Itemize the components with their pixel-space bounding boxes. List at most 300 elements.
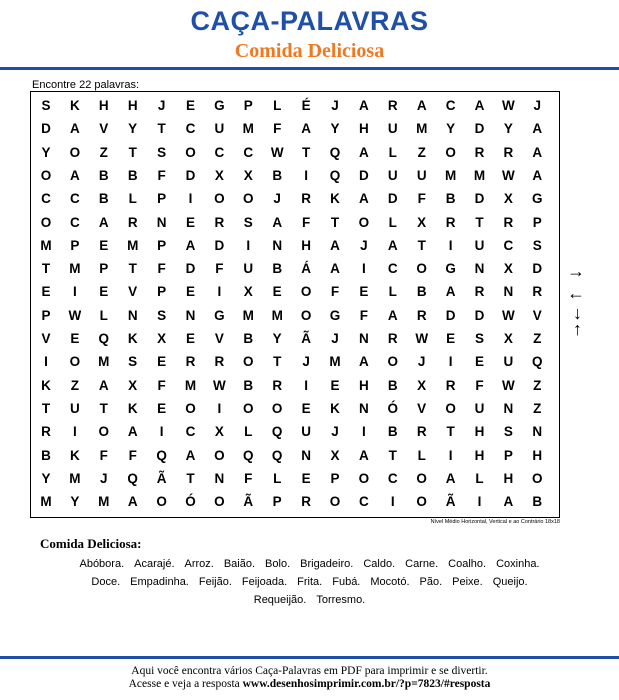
arrow-left-icon: ← [567,283,585,303]
grid-cell: W [270,144,284,160]
grid-cell: C [387,261,398,277]
grid-cell: A [532,121,543,137]
grid-cell: C [445,98,456,113]
word-list-item: Empadinha. [130,576,189,588]
grid-cell: R [301,494,311,510]
grid-cell: N [359,400,369,416]
footer-line-2: Acesse e veja a resposta [128,678,240,690]
grid-cell: E [157,400,167,416]
grid-cell: X [503,191,513,207]
grid-cell: O [214,447,225,463]
top-divider [0,67,619,70]
grid-cell: M [444,167,457,183]
grid-cell: Q [156,447,167,463]
grid-cell: P [41,307,51,323]
grid-cell: O [40,167,52,183]
instructions: Encontre 22 palavras: [32,79,140,91]
grid-cell: F [128,447,137,463]
grid-cell: G [214,307,225,323]
grid-cell: A [445,470,456,486]
grid-cell: M [127,237,139,253]
word-list-item: Acarajé. [134,558,175,570]
grid-cell: N [532,424,543,440]
grid-cell: G [329,307,341,323]
grid-cell: H [301,237,311,253]
grid-cell: F [330,284,340,300]
grid-cell: T [41,400,51,416]
grid-cell: E [157,354,167,370]
grid-cell: O [416,261,427,277]
bottom-divider [0,656,619,659]
grid-cell: E [185,331,195,346]
arrow-down-icon: ↓ [573,303,582,323]
grid-cell: K [330,191,340,207]
grid-cell: O [156,494,167,510]
grid-cell: L [388,214,397,230]
grid-cell: O [358,214,370,230]
grid-cell: P [157,284,167,300]
grid-cell: C [185,424,196,440]
grid-cell: N [474,261,485,277]
grid-cell: A [359,447,369,463]
grid-cell: W [502,98,515,113]
grid-cell: V [532,307,542,323]
grid-cell: R [474,144,485,160]
grid-cell: L [128,191,137,207]
footer-line-1: Aqui você encontra vários Caça-Palavras em PDF para imprimir e se divertir. [131,665,488,677]
grid-cell: A [359,191,369,207]
grid-cell: A [127,494,138,510]
grid-cell: J [157,98,166,113]
grid-cell: Q [532,354,543,370]
grid-cell: A [474,98,485,113]
grid-cell: A [387,237,398,253]
grid-cell: N [503,284,514,300]
grid-cell: A [503,494,514,510]
grid-cell: R [503,214,514,230]
grid-cell: Z [417,144,426,160]
grid-cell: N [359,331,369,346]
grid-cell: Ã [445,494,456,510]
grid-cell: H [359,377,369,393]
grid-cell: M [416,121,428,137]
grid-cell: I [448,237,453,253]
grid-cell: B [127,167,138,183]
grid-cell: Z [533,377,542,393]
grid-cell: R [416,307,427,323]
grid-cell: X [243,284,253,300]
grid-cell: X [417,377,427,393]
grid-cell: I [448,447,453,463]
grid-cell: R [214,214,225,230]
grid-cell: X [417,214,427,230]
grid-cell: Y [330,121,340,137]
grid-cell: Q [271,447,283,463]
grid-cell: F [417,191,426,207]
grid-cell: D [387,191,398,207]
word-list-item: Carne. [405,558,439,570]
word-list-item: Frita. [297,576,323,588]
grid-cell: X [214,167,224,183]
grid-cell: J [360,237,368,253]
grid-cell: L [273,98,282,113]
grid-cell: O [300,307,312,323]
grid-cell: H [503,470,514,486]
grid-cell: U [70,400,80,416]
grid-cell: X [243,167,253,183]
word-list-title: Comida Deliciosa: [40,536,142,551]
grid-cell: Ã [243,494,254,510]
grid-cell: S [243,214,253,230]
grid-cell: U [387,121,398,137]
grid-cell: J [533,98,542,113]
grid-cell: O [243,354,254,370]
grid-cell: F [215,261,224,277]
grid-cell: A [416,98,427,113]
grid-cell: H [474,447,485,463]
grid-cell: V [417,400,427,416]
grid-cell: G [532,191,543,207]
grid-cell: N [301,447,311,463]
grid-cell: W [502,377,515,393]
grid-cell: P [330,470,340,486]
grid-cell: T [128,144,137,160]
grid-cell: M [40,237,52,253]
word-list-item: Doce. [91,576,121,588]
grid-cell: I [44,354,48,370]
grid-cell: O [214,494,225,510]
grid-cell: B [387,424,398,440]
grid-cell: J [331,98,339,113]
grid-cell: K [330,400,340,416]
grid-cell: Y [41,144,51,160]
grid-cell: I [159,424,164,440]
grid-cell: A [185,237,196,253]
grid-cell: C [70,214,80,230]
grid-cell: O [214,191,225,207]
grid-cell: O [243,400,254,416]
grid-cell: Ó [185,494,196,510]
grid-cell: L [417,447,426,463]
grid-cell: O [69,144,81,160]
grid-cell: P [70,237,80,253]
grid-cell: G [445,261,456,277]
grid-cell: U [474,400,485,416]
grid-cell: X [214,424,224,440]
grid-cell: I [362,424,366,440]
grid-cell: Z [533,400,542,416]
grid-cell: D [445,307,456,323]
grid-cell: T [475,214,484,230]
grid-cell: O [445,400,456,416]
grid-cell: A [359,98,369,113]
grid-cell: I [390,494,395,510]
grid-cell: X [503,261,513,277]
grid-cell: B [243,331,254,346]
grid-cell: R [185,354,196,370]
grid-cell: A [127,424,138,440]
grid-cell: R [387,331,398,346]
grid-cell: E [185,284,195,300]
grid-cell: A [272,214,283,230]
grid-cell: E [41,284,51,300]
grid-cell: O [185,144,196,160]
grid-cell: Q [329,144,341,160]
grid-cell: I [304,377,308,393]
grid-cell: S [41,98,51,113]
grid-cell: C [503,237,514,253]
grid-cell: A [387,307,398,323]
grid-cell: Ã [156,470,167,486]
word-list-item: Requeijão. [253,594,307,606]
grid-cell: T [388,447,397,463]
grid-cell: I [73,424,77,440]
grid-cell: B [387,377,398,393]
grid-cell: K [41,377,51,393]
grid-cell: G [214,98,225,113]
grid-cell: E [359,284,369,300]
grid-cell: E [99,237,109,253]
grid-cell: D [185,261,196,277]
grid-cell: O [300,284,312,300]
grid-cell: X [503,331,513,346]
word-list-item: Coxinha. [496,558,540,570]
grid-cell: F [244,470,253,486]
grid-cell: P [99,261,109,277]
grid-cell: Z [99,144,108,160]
grid-cell: R [127,214,138,230]
grid-cell: H [359,121,369,137]
grid-cell: O [69,354,81,370]
grid-cell: M [329,354,341,370]
grid-cell: V [41,331,51,346]
grid-cell: R [532,284,543,300]
grid-cell: D [185,167,196,183]
grid-cell: P [532,214,542,230]
grid-cell: F [273,121,282,137]
grid-cell: A [359,354,369,370]
grid-cell: O [185,400,196,416]
grid-cell: D [474,191,485,207]
grid-cell: Y [41,470,51,486]
grid-cell: R [301,191,311,207]
grid-cell: B [41,447,51,463]
word-list-item: Peixe. [452,576,483,588]
grid-cell: N [503,400,514,416]
grid-cell: R [445,214,456,230]
grid-cell: T [301,144,311,160]
grid-cell: R [503,144,514,160]
word-list [32,555,587,609]
grid-cell: H [127,98,138,113]
grid-cell: I [477,494,482,510]
puzzle-title: CAÇA-PALAVRAS [190,6,429,36]
grid-cell: N [214,470,225,486]
grid-cell: Q [98,331,110,346]
grid-cell: K [70,447,80,463]
grid-cell: I [304,167,308,183]
grid-cell: M [242,121,254,137]
grid-cell: O [416,470,427,486]
grid-cell: F [157,377,166,393]
grid-cell: W [68,307,82,323]
grid-cell: E [446,331,456,346]
grid-cell: D [359,167,369,183]
grid-cell: W [213,377,226,393]
letter-grid [30,91,560,518]
grid-cell: A [70,121,80,137]
grid-cell: Y [446,121,456,137]
grid-cell: C [387,470,398,486]
grid-cell: B [98,167,109,183]
grid-cell: D [474,307,485,323]
grid-cell: O [532,470,543,486]
arrow-up-icon: ↑ [573,319,582,339]
grid-cell: J [331,424,339,440]
grid-cell: S [532,237,542,253]
level-note: Nível Médio Horizontal, Vertical e ao Contrário 18x18 [430,519,560,525]
grid-cell: I [73,284,77,300]
grid-cell: Z [70,377,80,393]
grid-cell: E [272,284,282,300]
grid-cell: T [330,214,340,230]
word-list-item: Mocotó. [370,576,410,588]
word-list-item: Abóbora. [79,558,125,570]
word-list-item: Pão. [419,576,443,588]
grid-cell: X [330,447,340,463]
grid-cell: Y [272,331,282,346]
grid-cell: U [474,237,485,253]
grid-cell: K [70,98,80,113]
grid-cell: B [272,167,283,183]
grid-cell: B [98,191,109,207]
grid-cell: A [532,167,543,183]
grid-cell: D [41,121,51,137]
grid-cell: U [243,261,254,277]
direction-icons [567,262,597,342]
word-list-item: Baião. [223,558,256,570]
grid-cell: A [98,214,109,230]
grid-cell: Q [329,167,341,183]
grid-cell: Ó [387,400,399,416]
word-list-item: Caldo. [363,558,396,570]
grid-cell: M [98,354,110,370]
grid-cell: O [445,144,456,160]
footer [0,665,619,691]
grid-cell: V [214,331,224,346]
grid-cell: U [214,121,225,137]
grid-cell: N [272,237,283,253]
grid-cell: P [272,494,282,510]
grid-cell: R [445,377,456,393]
grid-cell: B [445,191,456,207]
grid-cell: V [128,284,138,300]
footer-url[interactable]: www.desenhosimprimir.com.br/?p=7823/#resposta [242,678,491,690]
grid-cell: T [128,261,137,277]
grid-cell: P [503,447,513,463]
grid-cell: M [271,307,283,323]
word-list-item: Brigadeiro. [300,558,354,570]
grid-cell: A [532,144,543,160]
grid-cell: T [273,354,282,370]
word-list-item: Feijoada. [241,576,288,588]
grid-cell: P [157,237,167,253]
grid-cell: A [330,237,340,253]
grid-cell: A [330,261,340,277]
grid-cell: M [184,377,197,393]
grid-cell: I [362,261,366,277]
grid-cell: M [473,167,486,183]
grid-cell: F [359,307,369,323]
grid-cell: Q [127,470,138,486]
grid-cell: J [417,354,426,370]
word-list-item: Coalho. [448,558,487,570]
grid-cell: P [157,191,167,207]
grid-cell: C [243,144,254,160]
grid-cell: T [99,400,108,416]
grid-cell: O [416,494,427,510]
grid-cell: Y [70,494,80,510]
grid-cell: O [329,494,341,510]
grid-cell: U [416,167,427,183]
grid-cell: S [157,144,167,160]
grid-cell: O [271,400,283,416]
word-list-item: Feijão. [198,576,232,588]
grid-cell: O [387,354,399,370]
grid-cell: R [416,424,427,440]
grid-cell: I [217,400,222,416]
grid-cell: S [503,424,513,440]
grid-cell: M [40,494,52,510]
grid-cell: I [217,284,222,300]
grid-cell: U [503,354,514,370]
grid-cell: T [446,424,455,440]
grid-cell: K [127,400,138,416]
grid-cell: B [272,261,283,277]
grid-cell: H [98,98,109,113]
grid-cell: D [474,121,485,137]
grid-cell: T [417,237,426,253]
grid-cell: A [301,121,311,137]
grid-cell: L [388,144,397,160]
grid-cell: N [185,307,196,323]
grid-cell: V [99,121,109,137]
grid-cell: E [301,400,311,416]
grid-cell: L [273,470,282,486]
grid-cell: R [41,424,51,440]
grid-cell: J [302,354,310,370]
grid-cell: A [98,377,109,393]
grid-cell: N [156,214,167,230]
grid-cell: C [185,121,196,137]
grid-cell: O [98,424,110,440]
grid-cell: F [157,167,166,183]
grid-cell: T [41,261,51,277]
grid-cell: J [100,470,108,486]
word-list-item: Queijo. [492,576,528,588]
grid-cell: Z [533,331,542,346]
puzzle-subtitle: Comida Deliciosa [234,40,385,62]
grid-cell: X [157,331,167,346]
grid-cell: L [244,424,253,440]
grid-cell: X [128,377,138,393]
grid-cell: C [70,191,80,207]
grid-cell: E [185,214,195,230]
grid-cell: W [502,307,515,323]
grid-cell: Y [128,121,138,137]
grid-cell: I [246,237,251,253]
grid-cell: L [475,470,484,486]
